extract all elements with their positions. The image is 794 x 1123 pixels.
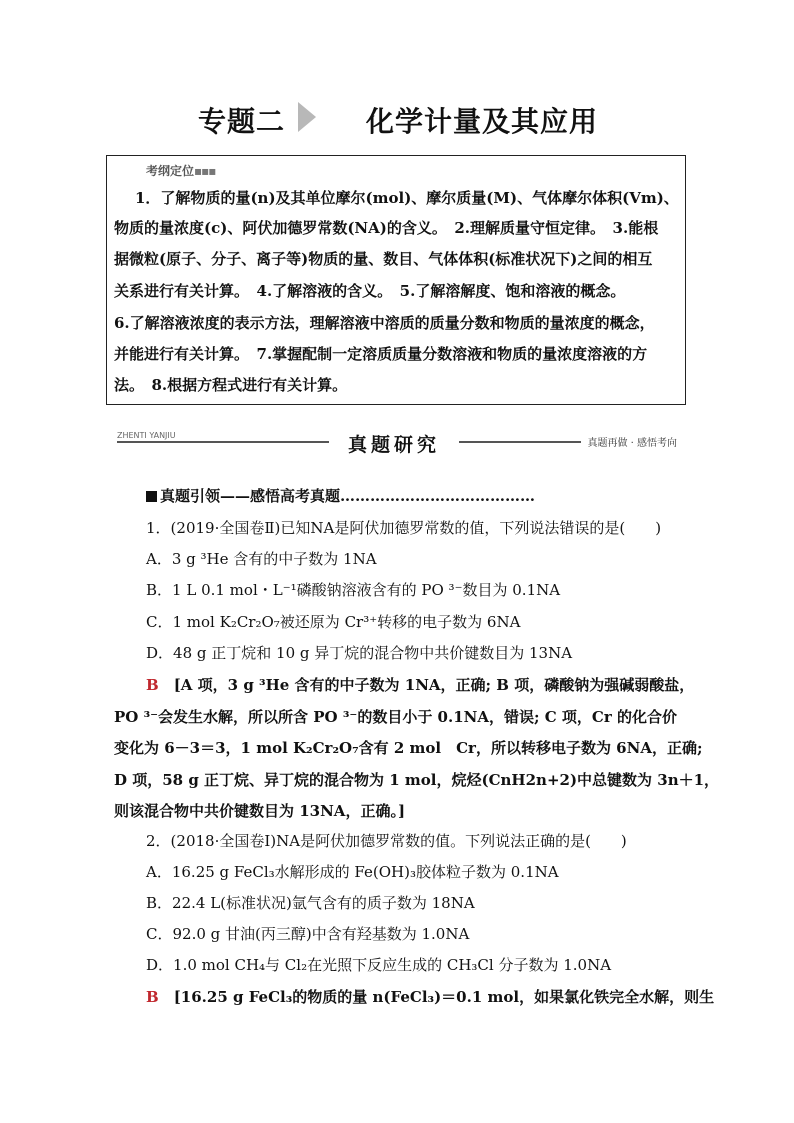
q1-option-a: A．3 g ³He 含有的中子数为 1NA — [146, 550, 377, 568]
q1-stem: 1．(2019·全国卷Ⅱ)已知NA是阿伏加德罗常数的值，下列说法错误的是( ) — [146, 519, 662, 537]
chapter-number: 专题二 — [198, 105, 286, 138]
q2-stem: 2．(2018·全国卷Ⅰ)NA是阿伏加德罗常数的值。下列说法正确的是( ) — [146, 832, 627, 850]
q2-option-c: C．92.0 g 甘油(丙三醇)中含有羟基数为 1.0NA — [146, 925, 470, 943]
q1-option-b: B．1 L 0.1 mol・L⁻¹磷酸钠溶液含有的 PO ³⁻数目为 0.1NA — [146, 581, 561, 599]
banner-title — [329, 430, 459, 454]
q2-option-d: D．1.0 mol CH₄与 Cl₂在光照下反应生成的 CH₃Cl 分子数为 1.0NA — [146, 956, 612, 974]
q2-explanation-text-1: [16.25 g FeCl₃的物质的量 n(FeCl₃)＝0.1 mol，如果氯化铁完全水解，则生 — [173, 988, 715, 1006]
q1-explanation-line-4: D 项，58 g 正丁烷、异丁烷的混合物为 1 mol，烷烃(CnH2n+2)中总键数为 3n＋1， — [114, 771, 720, 789]
outline-dots: ▪▪▪ — [194, 164, 216, 178]
q1-option-d: D．48 g 正丁烷和 10 g 异丁烷的混合物中共价键数目为 13NA — [146, 644, 573, 662]
q1-explanation-line-5: 则该混合物中共价键数目为 13NA，正确。] — [114, 802, 406, 820]
section-heading-text: 真题引领——感悟高考真题………………………………… — [160, 487, 536, 505]
outline-line-2: 物质的量浓度(c)、阿伏加德罗常数(NA)的含义。 2.理解质量守恒定律。 3.能根 — [114, 219, 659, 237]
q2-answer: B — [146, 988, 159, 1006]
outline-line-1: 1．了解物质的量(n)及其单位摩尔(mol)、摩尔质量(M)、气体摩尔体积(Vm)、 — [120, 189, 679, 207]
q2-option-a: A．16.25 g FeCl₃水解形成的 Fe(OH)₃胶体粒子数为 0.1NA — [146, 863, 559, 881]
outline-label-text: 考纲定位 — [146, 164, 195, 178]
chapter-title — [0, 100, 794, 140]
banner-title-text: 真题研究 — [347, 434, 440, 456]
section-heading — [146, 485, 535, 506]
outline-label — [146, 162, 215, 179]
q2-option-b: B．22.4 L(标准状况)氩气含有的质子数为 18NA — [146, 894, 475, 912]
q1-explanation-line-2: PO ³⁻会发生水解，所以所含 PO ³⁻的数目小于 0.1NA，错误; C 项，Cr 的化合价 — [114, 708, 677, 726]
q1-option-c: C．1 mol K₂Cr₂O₇被还原为 Cr³⁺转移的电子数为 6NA — [146, 613, 521, 631]
outline-line-7: 法。 8.根据方程式进行有关计算。 — [114, 376, 348, 394]
square-bullet-icon — [146, 491, 157, 502]
q2-explanation-line-1 — [146, 986, 714, 1007]
q1-answer: B — [146, 676, 159, 694]
banner-left-text: ZHENTI YANJIU — [117, 431, 180, 440]
arrow-right-icon — [298, 102, 316, 132]
outline-line-6: 并能进行有关计算。 7.掌握配制一定溶质质量分数溶液和物质的量浓度溶液的方 — [114, 345, 648, 363]
outline-line-4: 关系进行有关计算。 4.了解溶液的含义。 5.了解溶解度、饱和溶液的概念。 — [114, 282, 626, 300]
q1-explanation-line-3: 变化为 6－3＝3，1 mol K₂Cr₂O₇含有 2 mol Cr，所以转移电子数为 6NA，正确; — [114, 739, 703, 757]
outline-line-5: 6.了解溶液浓度的表示方法，理解溶液中溶质的质量分数和物质的量浓度的概念， — [114, 314, 655, 332]
chapter-name: 化学计量及其应用 — [366, 105, 599, 138]
q1-explanation-line-1 — [146, 674, 694, 695]
banner-right-text: 真题再做 · 感悟考向 — [581, 434, 677, 449]
q1-explanation-text-1: [A 项，3 g ³He 含有的中子数为 1NA，正确; B 项，磷酸钠为强碱弱酸盐， — [173, 676, 695, 694]
outline-line-3: 据微粒(原子、分子、离子等)物质的量、数目、气体体积(标准状况下)之间的相互 — [114, 250, 653, 268]
section-banner — [117, 430, 677, 454]
